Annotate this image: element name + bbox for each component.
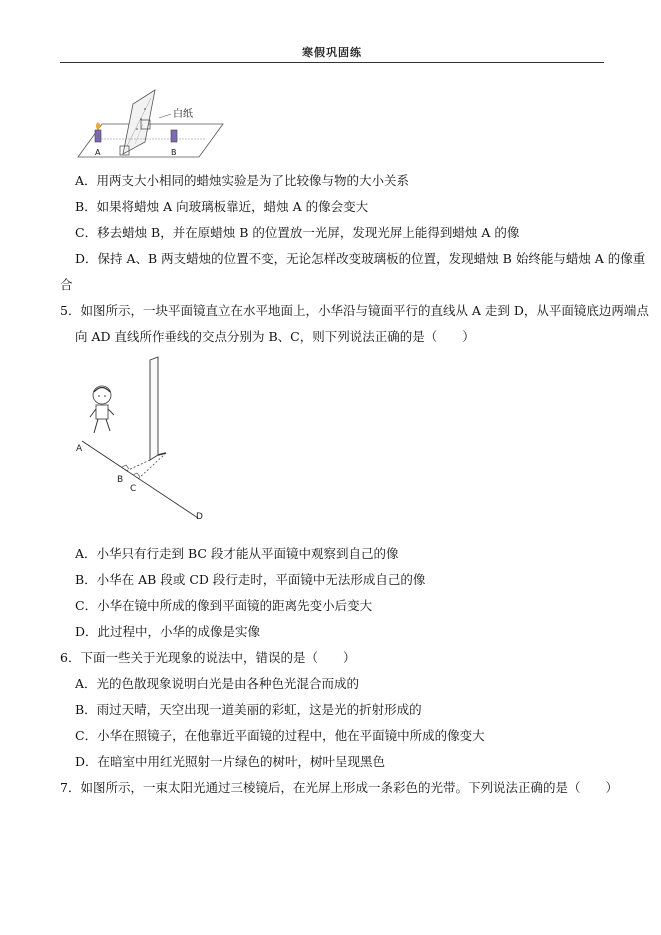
q4-option-a: A．用两支大小相同的蜡烛实验是为了比较像与物的大小关系 xyxy=(75,173,410,188)
q7-stem: 7．如图所示，一束太阳光通过三棱镜后，在光屏上形成一条彩色的光带。下列说法正确的是（ ） xyxy=(60,780,618,795)
q4-option-d: D．保持 A、B 两支蜡烛的位置不变，无论怎样改变玻璃板的位置，发现蜡烛 B 始终能与蜡烛 A 的像重 xyxy=(75,251,646,266)
page-header: 寒假巩固练 xyxy=(302,46,362,59)
q4-option-d-continued: 合 xyxy=(60,277,73,292)
q6-option-c: C．小华在照镜子，在他靠近平面镜的过程中，他在平面镜中所成的像变大 xyxy=(75,728,485,743)
point-a-label: A xyxy=(76,444,83,454)
mirror-experiment-figure xyxy=(75,84,235,164)
candle-b-label: B xyxy=(171,148,177,157)
paper-label: 白纸 xyxy=(173,109,193,120)
point-c-label: C xyxy=(130,484,137,494)
candle-a-label: A xyxy=(95,148,101,157)
q6-option-a: A．光的色散现象说明白光是由各种色光混合而成的 xyxy=(75,676,360,691)
q5-option-a: A．小华只有行走到 BC 段才能从平面镜中观察到自己的像 xyxy=(75,546,399,561)
q4-option-b: B．如果将蜡烛 A 向玻璃板靠近，蜡烛 A 的像会变大 xyxy=(75,199,369,214)
point-d-label: D xyxy=(196,512,203,522)
q5-stem-line2: 向 AD 直线所作垂线的交点分别为 B、C，则下列说法正确的是（ ） xyxy=(75,329,475,344)
mirror-walking-figure xyxy=(72,355,222,530)
q6-stem: 6．下面一些关于光现象的说法中，错误的是（ ） xyxy=(60,650,356,665)
q5-option-d: D．此过程中，小华的成像是实像 xyxy=(75,624,261,639)
q6-option-b: B．雨过天晴，天空出现一道美丽的彩虹，这是光的折射形成的 xyxy=(75,702,422,717)
q5-option-c: C．小华在镜中所成的像到平面镜的距离先变小后变大 xyxy=(75,598,373,613)
header-rule xyxy=(60,62,604,63)
q6-option-d: D．在暗室中用红光照射一片绿色的树叶，树叶呈现黑色 xyxy=(75,754,386,769)
point-b-label: B xyxy=(117,475,124,485)
q5-option-b: B．小华在 AB 段或 CD 段行走时，平面镜中无法形成自己的像 xyxy=(75,572,426,587)
q4-option-c: C．移去蜡烛 B，并在原蜡烛 B 的位置放一光屏，发现光屏上能得到蜡烛 A 的像 xyxy=(75,225,520,240)
q5-stem-line1: 5．如图所示，一块平面镜直立在水平地面上，小华沿与镜面平行的直线从 A 走到 D，从平面镜底边两端点 xyxy=(60,303,649,318)
